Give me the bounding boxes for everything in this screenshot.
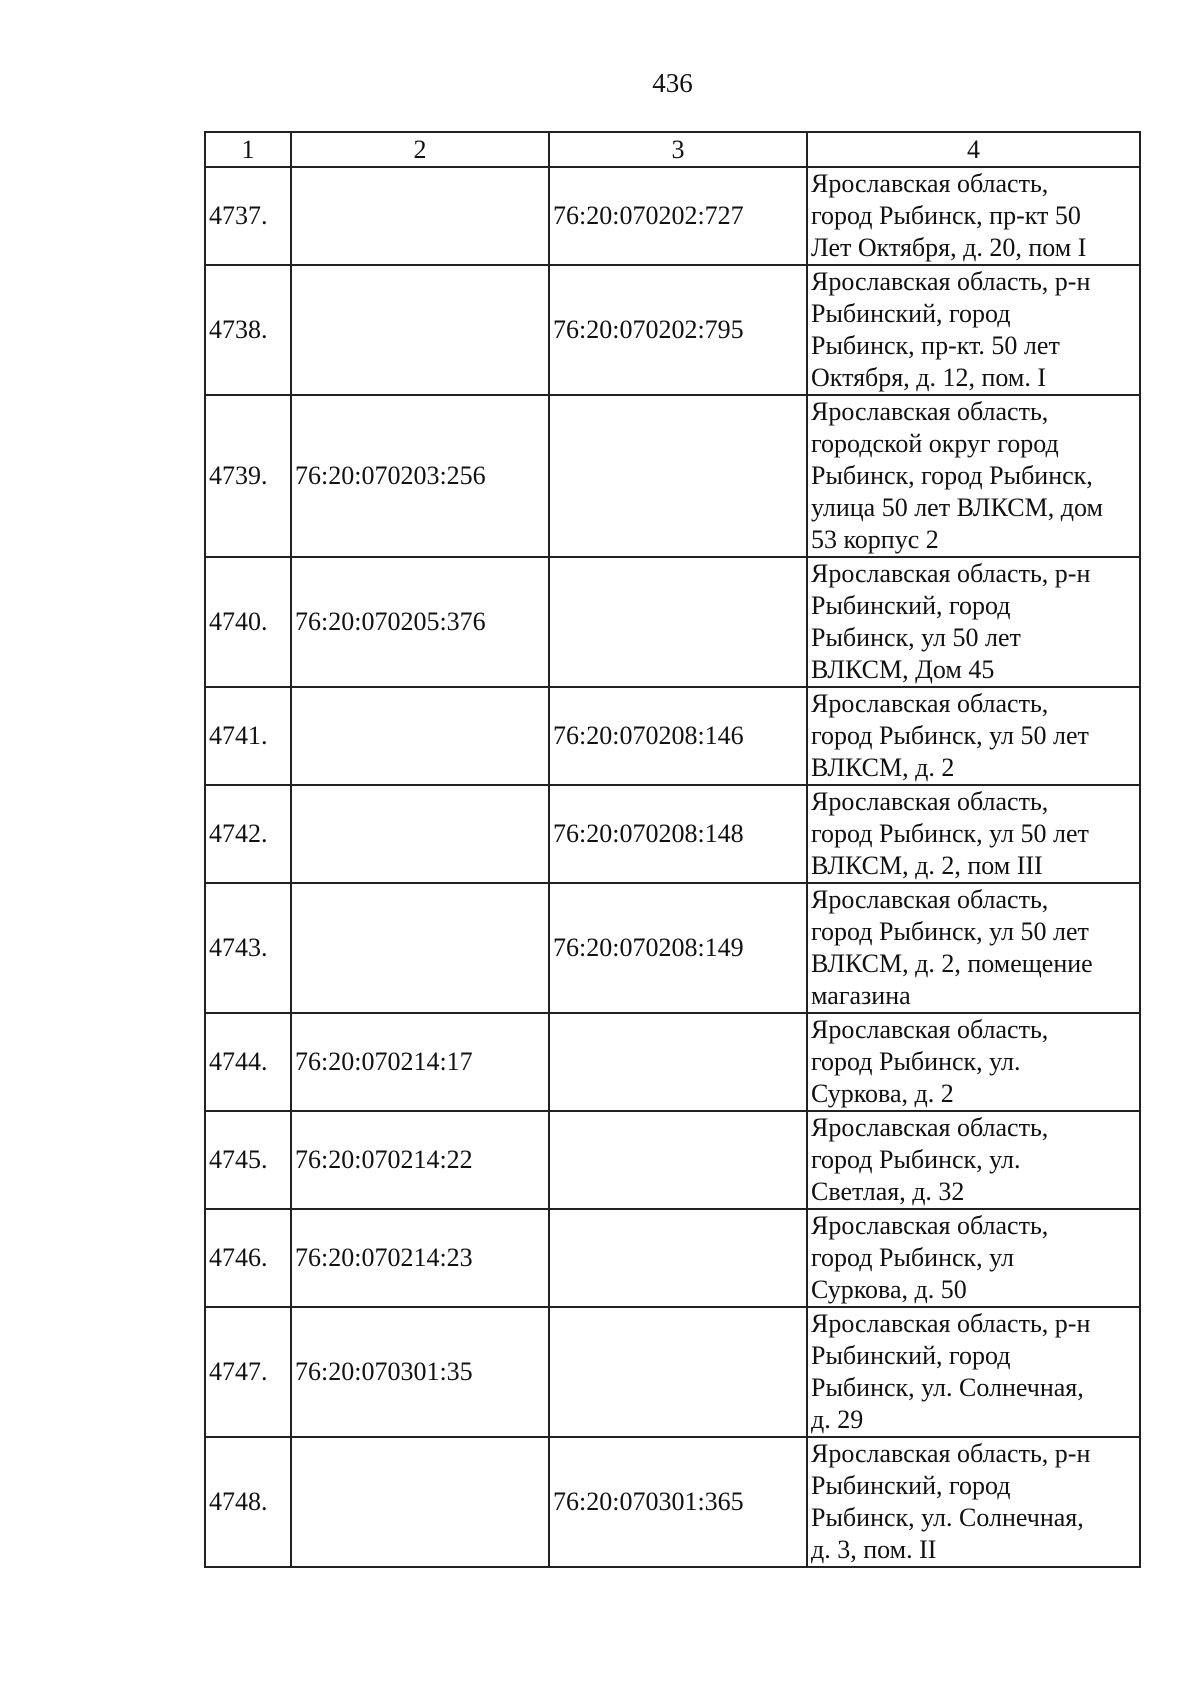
cadastral-number-cell [549, 1013, 807, 1111]
table-row [205, 1437, 1140, 1567]
table-row [205, 1307, 1140, 1437]
page-number: 436 [652, 68, 693, 98]
address-cell: Ярославская область, город Рыбинск, ул. Суркова, д. 2 [807, 1013, 1140, 1111]
cadastral-number-cell [291, 265, 549, 395]
row-number-cell: 4741. [205, 687, 291, 785]
address-cell: Ярославская область, город Рыбинск, ул. Светлая, д. 32 [807, 1111, 1140, 1209]
address-cell: Ярославская область, город Рыбинск, ул 50 лет ВЛКСМ, д. 2, помещение магазина [807, 883, 1140, 1013]
row-number-cell: 4743. [205, 883, 291, 1013]
table-row [205, 687, 1140, 785]
cadastral-number-cell: 76:20:070301:35 [291, 1307, 549, 1437]
row-number-cell: 4737. [205, 167, 291, 265]
table-row [205, 1209, 1140, 1307]
cadastral-number-cell [549, 1209, 807, 1307]
table-body [205, 167, 1140, 1567]
cadastral-number-cell [549, 395, 807, 557]
address-cell: Ярославская область, город Рыбинск, ул Суркова, д. 50 [807, 1209, 1140, 1307]
row-number-cell: 4744. [205, 1013, 291, 1111]
cadastral-number-cell [291, 167, 549, 265]
cadastral-number-cell: 76:20:070214:22 [291, 1111, 549, 1209]
address-cell: Ярославская область, р-н Рыбинский, город Рыбинск, ул. Солнечная, д. 29 [807, 1307, 1140, 1437]
address-cell: Ярославская область, р-н Рыбинский, город Рыбинск, ул. Солнечная, д. 3, пом. II [807, 1437, 1140, 1567]
cadastral-number-cell: 76:20:070202:795 [549, 265, 807, 395]
address-cell: Ярославская область, городской округ город Рыбинск, город Рыбинск, улица 50 лет ВЛКСМ, дом 53 корпус 2 [807, 395, 1140, 557]
cadastral-number-cell [291, 687, 549, 785]
table-row [205, 167, 1140, 265]
column-header: 3 [549, 132, 807, 167]
table-header [205, 132, 1140, 167]
table-row [205, 1111, 1140, 1209]
cadastral-number-cell: 76:20:070202:727 [549, 167, 807, 265]
cadastral-number-cell: 76:20:070203:256 [291, 395, 549, 557]
cadastral-number-cell [549, 1307, 807, 1437]
column-header: 1 [205, 132, 291, 167]
cadastral-number-cell [291, 785, 549, 883]
cadastral-number-cell [549, 1111, 807, 1209]
cadastral-number-cell: 76:20:070214:23 [291, 1209, 549, 1307]
row-number-cell: 4748. [205, 1437, 291, 1567]
cadastral-number-cell [291, 883, 549, 1013]
table-row [205, 395, 1140, 557]
header-row [205, 132, 1140, 167]
table-row [205, 1013, 1140, 1111]
cadastral-number-cell [291, 1437, 549, 1567]
row-number-cell: 4746. [205, 1209, 291, 1307]
cadastral-number-cell: 76:20:070208:146 [549, 687, 807, 785]
row-number-cell: 4739. [205, 395, 291, 557]
address-cell: Ярославская область, город Рыбинск, пр-кт 50 Лет Октября, д. 20, пом I [807, 167, 1140, 265]
cadastral-number-cell: 76:20:070301:365 [549, 1437, 807, 1567]
table-row [205, 883, 1140, 1013]
row-number-cell: 4738. [205, 265, 291, 395]
column-header: 4 [807, 132, 1140, 167]
registry-table [204, 131, 1141, 1568]
row-number-cell: 4740. [205, 557, 291, 687]
row-number-cell: 4742. [205, 785, 291, 883]
column-header: 2 [291, 132, 549, 167]
address-cell: Ярославская область, город Рыбинск, ул 50 лет ВЛКСМ, д. 2, пом III [807, 785, 1140, 883]
row-number-cell: 4747. [205, 1307, 291, 1437]
table-row [205, 785, 1140, 883]
cadastral-number-cell: 76:20:070205:376 [291, 557, 549, 687]
address-cell: Ярославская область, город Рыбинск, ул 50 лет ВЛКСМ, д. 2 [807, 687, 1140, 785]
cadastral-number-cell: 76:20:070208:149 [549, 883, 807, 1013]
row-number-cell: 4745. [205, 1111, 291, 1209]
table-row [205, 265, 1140, 395]
address-cell: Ярославская область, р-н Рыбинский, город Рыбинск, пр-кт. 50 лет Октября, д. 12, пом. I [807, 265, 1140, 395]
table-row [205, 557, 1140, 687]
cadastral-number-cell: 76:20:070208:148 [549, 785, 807, 883]
address-cell: Ярославская область, р-н Рыбинский, город Рыбинск, ул 50 лет ВЛКСМ, Дом 45 [807, 557, 1140, 687]
cadastral-number-cell: 76:20:070214:17 [291, 1013, 549, 1111]
cadastral-number-cell [549, 557, 807, 687]
